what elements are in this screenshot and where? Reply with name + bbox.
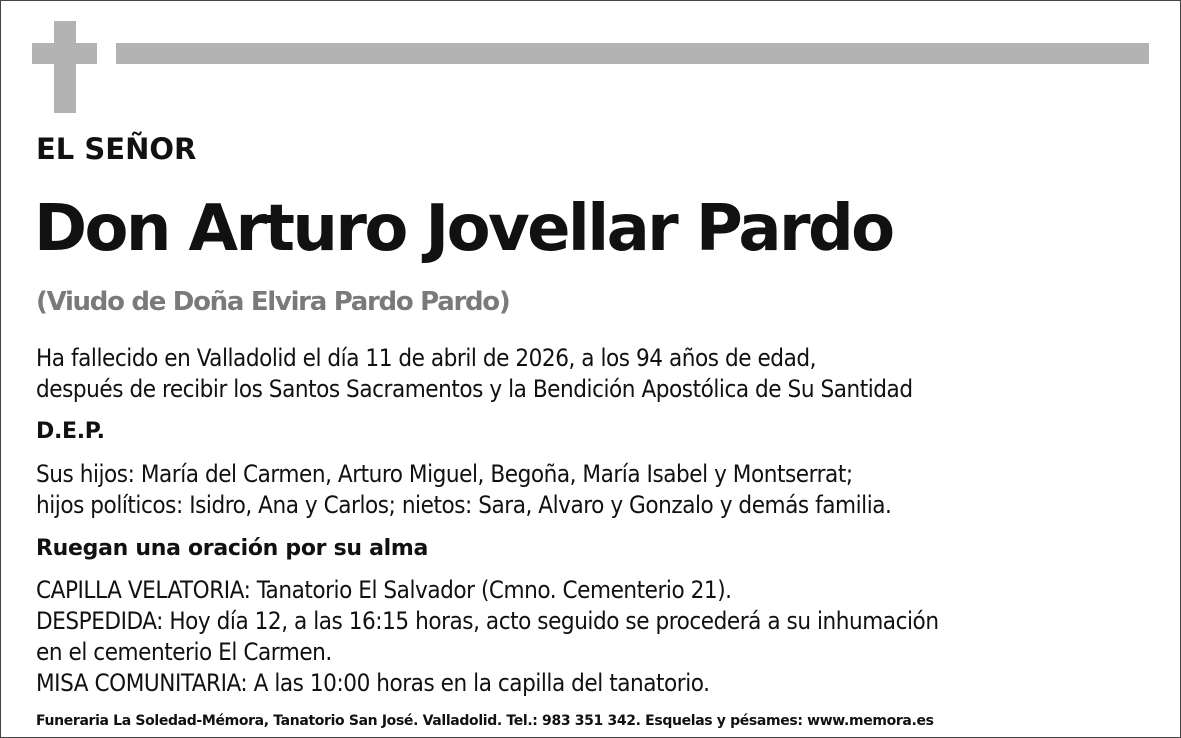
header-bar <box>116 43 1149 64</box>
service-line: CAPILLA VELATORIA: Tanatorio El Salvador (Cmno. Cementerio 21). <box>36 576 732 604</box>
service-line: DESPEDIDA: Hoy día 12, a las 16:15 horas, acto seguido se procederá a su inhumación <box>36 607 939 635</box>
death-line: después de recibir los Santos Sacramentos y la Bendición Apostólica de Su Santidad <box>36 375 913 403</box>
cross-icon <box>54 21 76 113</box>
service-line: en el cementerio El Carmen. <box>36 638 332 666</box>
funeral-home-footer: Funeraria La Soledad-Mémora, Tanatorio San José. Valladolid. Tel.: 983 351 342. Esquelas y pésames: www.memora.es <box>36 713 934 729</box>
family-line: hijos políticos: Isidro, Ana y Carlos; nietos: Sara, Alvaro y Gonzalo y demás familia. <box>36 491 892 519</box>
widow-line: (Viudo de Doña Elvira Pardo Pardo) <box>36 287 510 317</box>
cross-icon-crossbar <box>32 43 97 64</box>
service-line: MISA COMUNITARIA: A las 10:00 horas en la capilla del tanatorio. <box>36 669 710 697</box>
death-announcement <box>36 343 913 405</box>
death-line: Ha fallecido en Valladolid el día 11 de abril de 2026, a los 94 años de edad, <box>36 344 817 372</box>
rip-heading: D.E.P. <box>36 419 105 444</box>
family-list <box>36 459 891 521</box>
family-line: Sus hijos: María del Carmen, Arturo Miguel, Begoña, María Isabel y Montserrat; <box>36 460 853 488</box>
deceased-name: Don Arturo Jovellar Pardo <box>34 192 893 266</box>
service-details <box>36 575 939 699</box>
honorific: EL SEÑOR <box>36 132 197 166</box>
prayer-request-heading: Ruegan una oración por su alma <box>36 536 429 561</box>
